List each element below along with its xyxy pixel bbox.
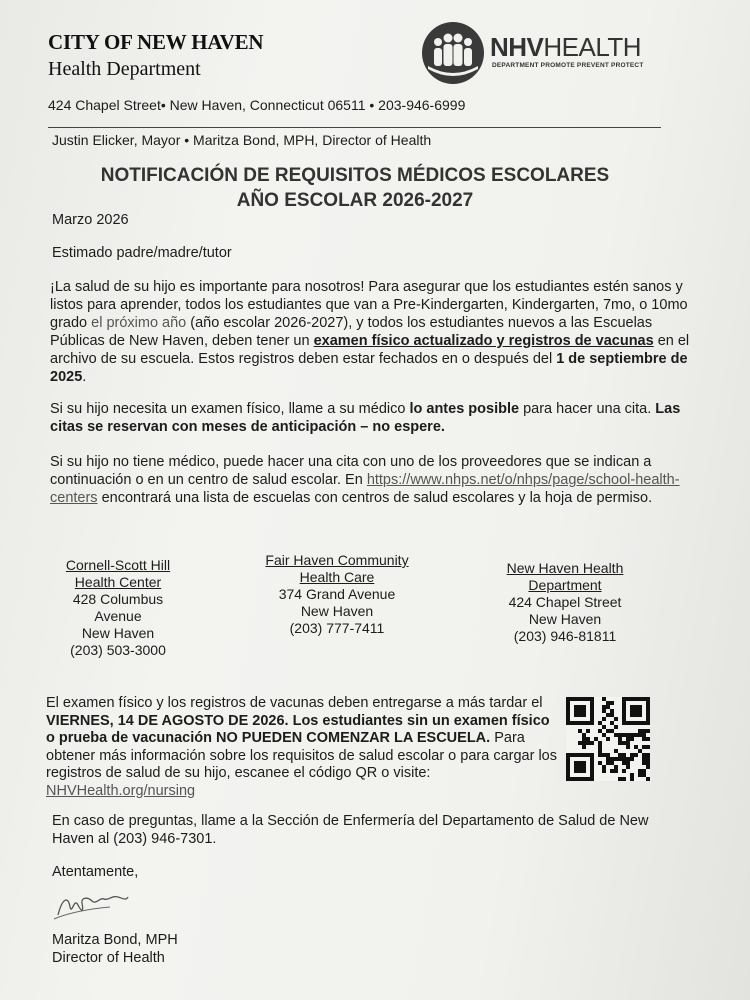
qr-code-icon[interactable] bbox=[566, 697, 650, 781]
officials-line: Justin Elicker, Mayor • Maritza Bond, MPH, Director of Health bbox=[52, 132, 432, 148]
provider-card bbox=[495, 560, 635, 645]
questions-paragraph: En caso de preguntas, llame a la Sección de Enfermería del Departamento de Salud de New Haven al (203) 946-7301. bbox=[52, 813, 649, 847]
provider-city: New Haven bbox=[81, 625, 155, 641]
provider-name: Cornell-Scott Hill Health Center bbox=[65, 557, 171, 590]
requirements-paragraph: ¡La salud de su hijo es importante para nosotros! Para asegurar que los estudiantes estén sanos y listos para aprender, todos los estudiantes que van a Pre-Kindergarten, Kindergarten, 7mo, o 10mo grado el próximo año (año escolar 2026-2027), y todos los estudiantes nuevos a las Escuelas Públicas de New Haven, deben tener un examen físico actualizado y registros de vacunas en el archivo de su escuela. Estos registros deben estar fechados en o después del 1 de septiembre de 2025. bbox=[50, 279, 690, 385]
provider-street: 374 Grand Avenue bbox=[278, 586, 396, 602]
city-name: CITY OF NEW HAVEN bbox=[48, 30, 264, 54]
school-health-centers-link[interactable]: https://www.nhps.net/o/nhps/page/school-health-centers bbox=[50, 472, 680, 506]
school-year-title: AÑO ESCOLAR 2026-2027 bbox=[236, 190, 474, 211]
logo-wordmark: NHVHEALTH bbox=[490, 32, 642, 62]
notice-title: NOTIFICACIÓN DE REQUISITOS MÉDICOS ESCOLARES bbox=[100, 165, 610, 186]
signer-block bbox=[52, 931, 178, 967]
signature-icon bbox=[48, 885, 138, 923]
department-name: Health Department bbox=[48, 58, 201, 80]
deadline-paragraph: El examen físico y los registros de vacunas deben entregarse a más tardar el VIERNES, 14 DE AGOSTO DE 2026. Los estudiantes sin un examen físico o prueba de vacunación NO PUEDEN COMENZAR LA ESCUELA. Para obtener más información sobre los requisitos de salud escolar o para cargar los registros de salud de su hijo, escanee el código QR o visite: NHVHealth.org/nursing bbox=[46, 695, 557, 799]
header-divider bbox=[48, 127, 661, 128]
closing: Atentamente, bbox=[52, 864, 139, 880]
appointment-paragraph: Si su hijo necesita un examen físico, llame a su médico lo antes posible para hacer una cita. Las citas se reservan con meses de anticipación – no espere. bbox=[50, 401, 681, 435]
nhvhealth-logo bbox=[422, 22, 667, 84]
signer-name: Maritza Bond, MPH bbox=[52, 932, 178, 948]
nursing-link[interactable]: NHVHealth.org/nursing bbox=[46, 782, 196, 799]
provider-name: Fair Haven Community Health Care bbox=[265, 552, 409, 585]
provider-phone: (203) 946-81811 bbox=[513, 628, 617, 644]
provider-street: 424 Chapel Street bbox=[508, 594, 622, 610]
people-group-icon bbox=[422, 22, 484, 84]
provider-phone: (203) 777-7411 bbox=[289, 620, 385, 636]
provider-card bbox=[58, 557, 178, 659]
logo-tagline: DEPARTMENT PROMOTE PREVENT PROTECT bbox=[492, 62, 644, 69]
provider-city: New Haven bbox=[528, 611, 602, 627]
provider-street: 428 Columbus Avenue bbox=[72, 591, 164, 624]
provider-card bbox=[252, 552, 422, 637]
signer-title: Director of Health bbox=[52, 950, 165, 966]
department-address: 424 Chapel Street• New Haven, Connecticut 06511 • 203-946-6999 bbox=[48, 97, 466, 113]
provider-phone: (203) 503-3000 bbox=[70, 642, 166, 658]
provider-name: New Haven Health Department bbox=[506, 560, 624, 593]
letter-date: Marzo 2026 bbox=[52, 212, 129, 228]
no-doctor-paragraph: Si su hijo no tiene médico, puede hacer una cita con uno de los proveedores que se indican a continuación o en un centro de salud escolar. En https://www.nhps.net/o/nhps/page/school-health-centers encontrará una lista de escuelas con centros de salud escolares y la hoja de permiso. bbox=[50, 454, 680, 506]
greeting: Estimado padre/madre/tutor bbox=[52, 245, 232, 261]
provider-city: New Haven bbox=[300, 603, 374, 619]
